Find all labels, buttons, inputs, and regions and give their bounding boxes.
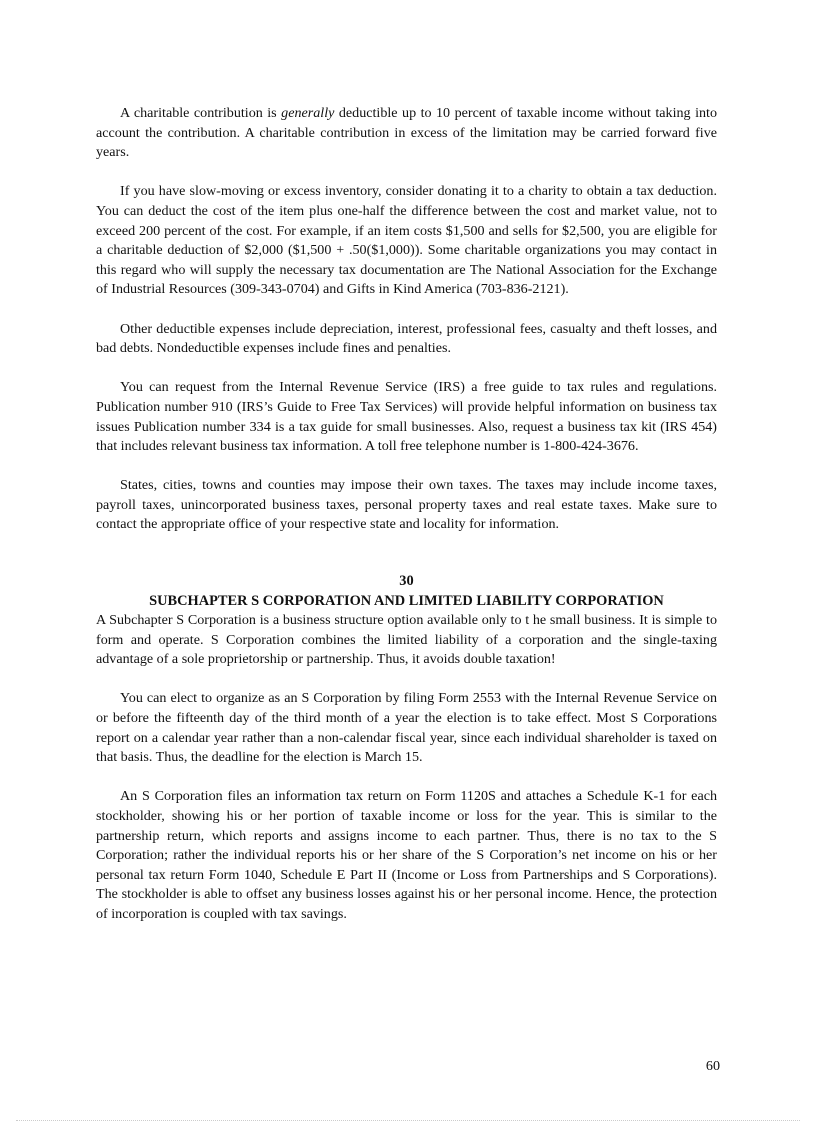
paragraph-s-corporation-intro: A Subchapter S Corporation is a business structure option available only to t he small business. It is simple to form and operate. S Corporation combines the limited liability of a corporation and the single-taxing advantage of a sole proprietorship or partnership. Thus, it avoids double taxation!	[96, 612, 717, 668]
section-title: SUBCHAPTER S CORPORATION AND LIMITED LIABILITY CORPORATION	[149, 593, 664, 610]
emphasis-generally: generally	[281, 105, 335, 121]
page-number: 60	[705, 1058, 720, 1074]
paragraph-s-corporation-return: An S Corporation files an information tax return on Form 1120S and attaches a Schedule K-1 for each stockholder, showing his or her portion of taxable income or loss for the year. This is similar to the partnership return, which reports and assigns income to each partner. Thus, there is no tax to the S Corporation; rather the individual reports his or her share of the S Corporation’s net income on his or her personal tax return Form 1040, Schedule E Part II (Income or Loss from Partnerships and S Corporations). The stockholder is able to offset any business losses against his or her personal income. Hence, the protection of incorporation is coupled with tax savings.	[96, 788, 717, 922]
paragraph-text: A charitable contribution is	[120, 105, 282, 121]
section-number: 30	[399, 573, 414, 590]
section-30	[96, 571, 717, 925]
paragraph-deductible-expenses: Other deductible expenses include depreciation, interest, professional fees, casualty and theft losses, and bad debts. Nondeductible expenses include fines and penalties.	[96, 320, 717, 357]
paragraph-s-corporation-election: You can elect to organize as an S Corporation by filing Form 2553 with the Internal Revenue Service on or before the fifteenth day of the third month of a year the election is to take effect. Most S Corporations report on a calendar year rather than a non-calendar fiscal year, since each individual shareholder is taxed on that basis. Thus, the deadline for the election is March 15.	[96, 690, 717, 766]
paragraph-irs-guide: You can request from the Internal Revenue Service (IRS) a free guide to tax rules and regulations. Publication number 910 (IRS’s Guide to Free Tax Services) will provide helpful information on business tax issues Publication number 334 is a tax guide for small businesses. Also, request a business tax kit (IRS 454) that includes relevant business tax information. A toll free telephone number is 1-800-424-3676.	[96, 379, 717, 455]
page-content	[96, 104, 717, 944]
paragraph-charitable-contribution	[96, 104, 717, 163]
paragraph-excess-inventory: If you have slow-moving or excess inventory, consider donating it to a charity to obtain a tax deduction. You can deduct the cost of the item plus one-half the difference between the cost and market value, not to exceed 200 percent of the cost. For example, if an item costs $1,500 and sells for $2,500, you are eligible for a charitable deduction of $2,000 ($1,500 + .50($1,000)). Some charitable organizations you may contact in this regard who will supply the necessary tax documentation are The National Association for the Exchange of Industrial Resources (309-343-0704) and Gifts in Kind America (703-836-2121).	[96, 183, 717, 298]
paragraph-text: deductible up to 10 percent of taxable income without taking into account the contribution. A charitable contribution in excess of the limitation may be carried forward five years.	[96, 105, 718, 161]
paragraph-state-local-taxes: States, cities, towns and counties may impose their own taxes. The taxes may include income taxes, payroll taxes, unincorporated business taxes, personal property taxes and real estate taxes. Make sure to contact the appropriate office of your respective state and locality for information.	[96, 477, 717, 533]
page-bottom-divider	[16, 1120, 800, 1121]
